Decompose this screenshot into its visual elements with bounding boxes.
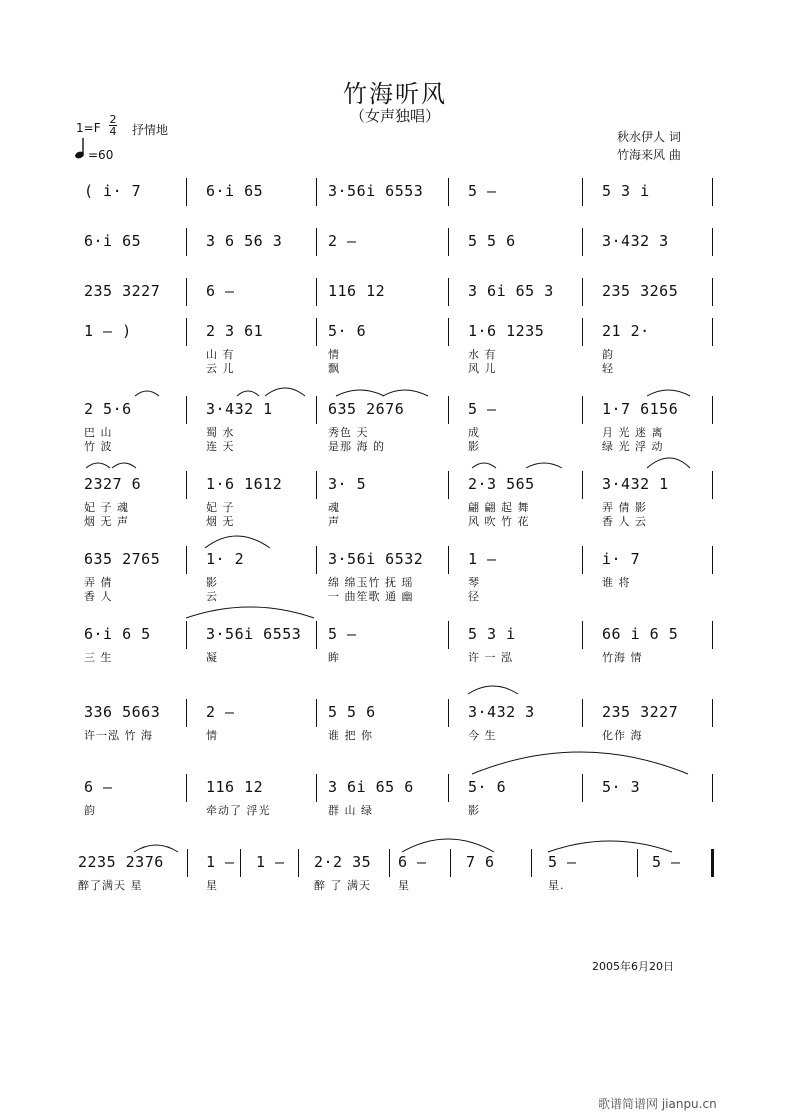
lyric-line: 魂 — [328, 501, 340, 514]
lyric-line: 秀色 天 — [328, 426, 369, 439]
lyric-line: 连 天 — [206, 440, 235, 453]
measure: 5 – — [548, 853, 577, 871]
lyric-line: 韵 — [84, 804, 96, 817]
barline — [582, 228, 583, 256]
barline — [298, 849, 299, 877]
barline — [187, 849, 188, 877]
measure: 66 i 6 5 — [602, 625, 679, 643]
lyric-line: 竹 波 — [84, 440, 113, 453]
barline — [316, 699, 317, 727]
measure: 6·i 6 5 — [84, 625, 151, 643]
lyric-line: 径 — [468, 590, 480, 603]
lyric-line: 情 — [206, 729, 218, 742]
lyric-line: 凝 — [206, 651, 218, 664]
barline — [316, 178, 317, 206]
barline — [448, 396, 449, 424]
measure: 116 12 — [206, 778, 264, 796]
measure: 235 3227 — [84, 282, 161, 300]
lyric-line: 竹海 情 — [602, 651, 643, 664]
measure: ( i· 7 — [84, 182, 142, 200]
lyric-line: 影 — [206, 576, 218, 589]
lyric-line: 风 儿 — [468, 362, 497, 375]
measure: 1 – ) — [84, 322, 132, 340]
barline — [186, 318, 187, 346]
barline — [186, 471, 187, 499]
tempo-marking: =60 — [88, 148, 114, 162]
lyric-line: 风 吹 竹 花 — [468, 515, 530, 528]
time-signature — [109, 114, 117, 137]
measure: 3·56i 6553 — [206, 625, 302, 643]
slur — [134, 845, 178, 852]
measure: 2 3 61 — [206, 322, 264, 340]
lyric-line: 群 山 绿 — [328, 804, 373, 817]
measure: 3 6i 65 6 — [328, 778, 414, 796]
measure: 5 – — [652, 853, 681, 871]
measure: 5· 3 — [602, 778, 641, 796]
slur — [526, 463, 562, 468]
lyric-line: 是那 海 的 — [328, 440, 385, 453]
slur — [135, 391, 159, 396]
measure: 3·432 3 — [468, 703, 535, 721]
slur — [472, 752, 688, 774]
time-signature-bottom: 4 — [109, 125, 117, 138]
lyric-line: 韵 — [602, 348, 614, 361]
lyric-line: 飘 — [328, 362, 340, 375]
barline — [531, 849, 532, 877]
measure: 5 – — [468, 182, 497, 200]
lyric-line: 山 有 — [206, 348, 235, 361]
measure: 2·3 565 — [468, 475, 535, 493]
slur — [468, 686, 518, 694]
lyric-line: 翩 翩 起 舞 — [468, 501, 530, 514]
barline — [712, 396, 713, 424]
lyric-line: 烟 无 声 — [84, 515, 129, 528]
barline — [186, 546, 187, 574]
barline — [582, 278, 583, 306]
measure: 5 – — [328, 625, 357, 643]
lyric-line: 成 — [468, 426, 480, 439]
measure: 116 12 — [328, 282, 386, 300]
measure: 2235 2376 — [78, 853, 164, 871]
lyric-line: 影 — [468, 804, 480, 817]
barline — [582, 699, 583, 727]
barline — [316, 471, 317, 499]
lyric-line: 影 — [468, 440, 480, 453]
slur — [186, 607, 314, 618]
lyric-line: 牵动了 浮光 — [206, 804, 271, 817]
measure: 1· 2 — [206, 550, 245, 568]
lyric-line: 一 曲笙歌 通 幽 — [328, 590, 414, 603]
barline — [582, 774, 583, 802]
barline — [186, 228, 187, 256]
lyric-line: 谁 将 — [602, 576, 631, 589]
lyric-line: 琴 — [468, 576, 480, 589]
measure: 1 – — [256, 853, 285, 871]
barline — [316, 228, 317, 256]
measure: i· 7 — [602, 550, 641, 568]
measure: 5· 6 — [468, 778, 507, 796]
lyric-line: 轻 — [602, 362, 614, 375]
measure: 235 3265 — [602, 282, 679, 300]
slur — [205, 536, 270, 548]
barline — [448, 318, 449, 346]
measure: 3· 5 — [328, 475, 367, 493]
barline — [448, 621, 449, 649]
lyric-line: 云 儿 — [206, 362, 235, 375]
slur — [86, 463, 110, 468]
measure: 6 – — [206, 282, 235, 300]
measure: 2 – — [328, 232, 357, 250]
song-title: 竹海听风 — [343, 80, 447, 108]
measure: 3·432 1 — [602, 475, 669, 493]
measure: 3·56i 6532 — [328, 550, 424, 568]
barline — [389, 849, 390, 877]
lyric-line: 绵 绵玉竹 抚 瑶 — [328, 576, 414, 589]
lyric-line: 今 生 — [468, 729, 497, 742]
final-barline — [711, 849, 714, 877]
measure: 3 6 56 3 — [206, 232, 283, 250]
measure: 3·56i 6553 — [328, 182, 424, 200]
measure: 6 – — [398, 853, 427, 871]
barline — [186, 178, 187, 206]
lyric-line: 情 — [328, 348, 340, 361]
measure: 5· 6 — [328, 322, 367, 340]
key-signature: 1=F — [76, 121, 101, 135]
measure: 3·432 1 — [206, 400, 273, 418]
slur — [265, 388, 305, 396]
measure: 5 – — [468, 400, 497, 418]
measure: 635 2765 — [84, 550, 161, 568]
barline — [186, 278, 187, 306]
barline — [448, 471, 449, 499]
measure: 21 2· — [602, 322, 650, 340]
lyric-line: 许一泓 竹 海 — [84, 729, 153, 742]
measure: 5 3 i — [468, 625, 516, 643]
barline — [712, 228, 713, 256]
barline — [316, 621, 317, 649]
measure: 6·i 65 — [84, 232, 142, 250]
measure: 7 6 — [466, 853, 495, 871]
measure: 6·i 65 — [206, 182, 264, 200]
barline — [316, 278, 317, 306]
footer-watermark: 歌谱简谱网 jianpu.cn — [598, 1097, 717, 1111]
barline — [316, 396, 317, 424]
lyric-line: 弄 倩 影 — [602, 501, 647, 514]
lyric-line: 谁 把 你 — [328, 729, 373, 742]
expression-marking: 抒情地 — [132, 123, 169, 137]
measure: 3 6i 65 3 — [468, 282, 554, 300]
lyric-line: 香 人 — [84, 590, 113, 603]
barline — [186, 396, 187, 424]
measure: 235 3227 — [602, 703, 679, 721]
barline — [316, 546, 317, 574]
slur — [112, 463, 136, 468]
measure: 1·7 6156 — [602, 400, 679, 418]
measure: 5 5 6 — [468, 232, 516, 250]
measure: 5 5 6 — [328, 703, 376, 721]
lyric-line: 声 — [328, 515, 340, 528]
barline — [712, 621, 713, 649]
time-signature-top: 2 — [109, 113, 117, 126]
lyric-line: 水 有 — [468, 348, 497, 361]
measure: 3·432 3 — [602, 232, 669, 250]
slur — [647, 458, 690, 468]
barline — [240, 849, 241, 877]
barline — [448, 278, 449, 306]
barline — [712, 546, 713, 574]
barline — [582, 318, 583, 346]
lyric-line: 星 — [206, 879, 218, 892]
lyric-line: 巴 山 — [84, 426, 113, 439]
lyric-line: 星. — [548, 879, 565, 892]
barline — [186, 621, 187, 649]
slur — [647, 390, 690, 396]
barline — [712, 774, 713, 802]
slur — [402, 839, 494, 852]
measure: 336 5663 — [84, 703, 161, 721]
lyric-line: 蜀 水 — [206, 426, 235, 439]
measure: 2 5·6 — [84, 400, 132, 418]
measure: 1·6 1235 — [468, 322, 545, 340]
composer-credit: 竹海来风 曲 — [617, 148, 681, 162]
lyric-line: 醉 了 满天 — [314, 879, 371, 892]
measure: 6 – — [84, 778, 113, 796]
measure: 1·6 1612 — [206, 475, 283, 493]
song-subtitle: （女声独唱） — [349, 107, 440, 125]
barline — [712, 699, 713, 727]
barline — [637, 849, 638, 877]
barline — [448, 699, 449, 727]
lyric-line: 云 — [206, 590, 218, 603]
lyric-line: 绿 光 浮 动 — [602, 440, 664, 453]
slur — [383, 390, 428, 396]
barline — [712, 318, 713, 346]
lyric-line: 香 人 云 — [602, 515, 647, 528]
slur — [237, 391, 259, 396]
barline — [186, 699, 187, 727]
slur — [336, 390, 384, 396]
measure: 2327 6 — [84, 475, 142, 493]
barline — [582, 471, 583, 499]
barline — [316, 318, 317, 346]
slur — [548, 841, 672, 852]
lyric-line: 弄 倩 — [84, 576, 113, 589]
date: 2005年6月20日 — [592, 960, 674, 973]
barline — [582, 621, 583, 649]
lyric-line: 醉了满天 星 — [78, 879, 143, 892]
lyric-line: 眸 — [328, 651, 340, 664]
lyric-line: 妃 子 魂 — [84, 501, 129, 514]
barline — [450, 849, 451, 877]
measure: 1 – — [468, 550, 497, 568]
barline — [448, 178, 449, 206]
measure: 2 – — [206, 703, 235, 721]
lyric-line: 许 一 泓 — [468, 651, 513, 664]
barline — [448, 228, 449, 256]
barline — [582, 546, 583, 574]
barline — [582, 396, 583, 424]
barline — [448, 546, 449, 574]
measure: 2·2 35 — [314, 853, 372, 871]
measure: 1 – — [206, 853, 235, 871]
lyric-line: 三 生 — [84, 651, 113, 664]
lyric-line: 星 — [398, 879, 410, 892]
lyric-line: 妃 子 — [206, 501, 235, 514]
barline — [712, 178, 713, 206]
barline — [712, 471, 713, 499]
barline — [712, 278, 713, 306]
lyric-line: 月 光 迷 离 — [602, 426, 664, 439]
barline — [316, 774, 317, 802]
quarter-note-icon — [74, 136, 88, 164]
measure: 635 2676 — [328, 400, 405, 418]
slur — [472, 463, 496, 468]
measure: 5 3 i — [602, 182, 650, 200]
barline — [582, 178, 583, 206]
barline — [186, 774, 187, 802]
lyricist-credit: 秋水伊人 词 — [617, 130, 681, 144]
barline — [448, 774, 449, 802]
lyric-line: 烟 无 — [206, 515, 235, 528]
lyric-line: 化作 海 — [602, 729, 643, 742]
